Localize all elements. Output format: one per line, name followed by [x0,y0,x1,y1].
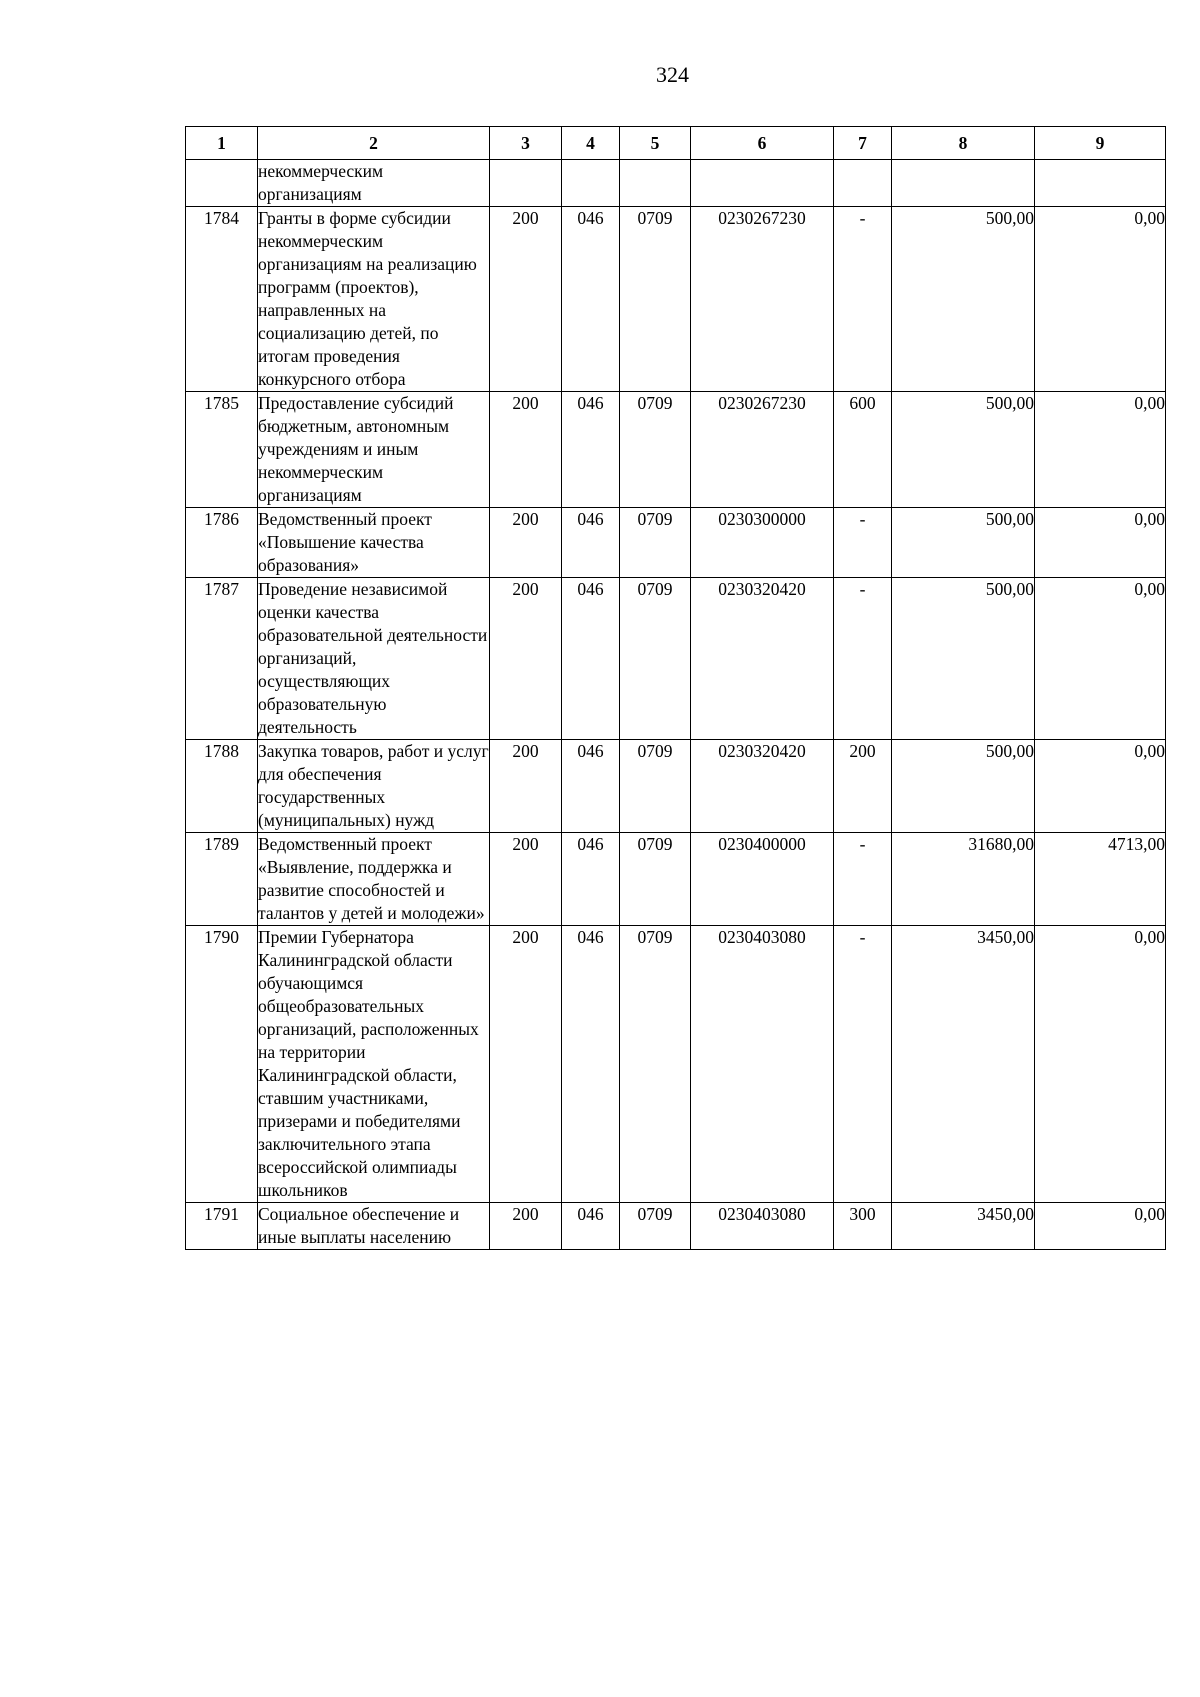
cell-col5: 0709 [620,392,691,508]
cell-col5: 0709 [620,578,691,740]
cell-col9: 0,00 [1035,392,1166,508]
row-number: 1786 [186,508,258,578]
column-header: 3 [490,127,562,160]
cell-col6: 0230403080 [691,1203,834,1250]
cell-col8: 31680,00 [892,833,1035,926]
cell-col3: 200 [490,1203,562,1250]
column-header: 6 [691,127,834,160]
row-name: Премии Губернатора Калининградской области обучающимся общеобразовательных организаций, расположенных на территории Калининградской области, ставшим участниками, призерами и победителями заключительного этапа всероссийской олимпиады школьников [258,926,490,1203]
row-number: 1785 [186,392,258,508]
row-name: Социальное обеспечение и иные выплаты населению [258,1203,490,1250]
cell-col6: 0230267230 [691,392,834,508]
cell-col9: 0,00 [1035,578,1166,740]
cell-col6: 0230300000 [691,508,834,578]
row-name: Ведомственный проект «Повышение качества образования» [258,508,490,578]
cell-col4: 046 [562,926,620,1203]
table-row [186,207,1166,392]
continuation-text: некоммерческим организациям [258,160,490,207]
cell-col5: 0709 [620,833,691,926]
table-row [186,392,1166,508]
cell-col7: - [834,833,892,926]
cell-col3: 200 [490,926,562,1203]
table-row [186,508,1166,578]
column-header: 1 [186,127,258,160]
continuation-row [186,160,1166,207]
cell-col8: 500,00 [892,207,1035,392]
cell-col9: 4713,00 [1035,833,1166,926]
cell-col4: 046 [562,1203,620,1250]
table-row [186,833,1166,926]
cell-col3: 200 [490,508,562,578]
cell-col4: 046 [562,740,620,833]
cell-col4: 046 [562,833,620,926]
row-number: 1791 [186,1203,258,1250]
cell-col8: 3450,00 [892,1203,1035,1250]
budget-table [185,126,1166,1250]
column-header: 8 [892,127,1035,160]
row-number: 1788 [186,740,258,833]
row-number: 1784 [186,207,258,392]
row-name: Проведение независимой оценки качества образовательной деятельности организаций, осуществляющих образовательную деятельность [258,578,490,740]
cell-col7: - [834,926,892,1203]
cell-col3: 200 [490,578,562,740]
row-number: 1790 [186,926,258,1203]
cell-col3: 200 [490,207,562,392]
cell-col6: 0230320420 [691,578,834,740]
table-row [186,1203,1166,1250]
cell-col4: 046 [562,207,620,392]
cell-col9: 0,00 [1035,740,1166,833]
cell-col9: 0,00 [1035,508,1166,578]
cell-col7: - [834,578,892,740]
cell-col8: 500,00 [892,740,1035,833]
cell-col5: 0709 [620,207,691,392]
column-header: 2 [258,127,490,160]
cell-col6: 0230267230 [691,207,834,392]
table-header-row [186,127,1166,160]
cell-col8: 500,00 [892,392,1035,508]
row-name: Ведомственный проект «Выявление, поддержка и развитие способностей и талантов у детей и молодежи» [258,833,490,926]
row-number: 1787 [186,578,258,740]
cell-col7: 600 [834,392,892,508]
cell-col5: 0709 [620,508,691,578]
page-number: 324 [656,62,689,87]
row-name: Гранты в форме субсидии некоммерческим организациям на реализацию программ (проектов), направленных на социализацию детей, по итогам проведения конкурсного отбора [258,207,490,392]
cell-col8: 500,00 [892,508,1035,578]
cell-col3: 200 [490,833,562,926]
cell-col7: 200 [834,740,892,833]
column-header: 7 [834,127,892,160]
cell-col6: 0230403080 [691,926,834,1203]
row-name: Предоставление субсидий бюджетным, автономным учреждениям и иным некоммерческим организациям [258,392,490,508]
cell-col9: 0,00 [1035,1203,1166,1250]
cell-col5: 0709 [620,740,691,833]
cell-col7: 300 [834,1203,892,1250]
cell-col7: - [834,207,892,392]
row-name: Закупка товаров, работ и услуг для обеспечения государственных (муниципальных) нужд [258,740,490,833]
cell-col6: 0230400000 [691,833,834,926]
cell-col3: 200 [490,740,562,833]
table-row [186,578,1166,740]
column-header: 4 [562,127,620,160]
cell-col4: 046 [562,578,620,740]
cell-col8: 3450,00 [892,926,1035,1203]
cell-col4: 046 [562,392,620,508]
cell-col5: 0709 [620,926,691,1203]
column-header: 9 [1035,127,1166,160]
column-header: 5 [620,127,691,160]
cell-col3: 200 [490,392,562,508]
cell-col8: 500,00 [892,578,1035,740]
row-number: 1789 [186,833,258,926]
cell-col5: 0709 [620,1203,691,1250]
table-row [186,740,1166,833]
table-row [186,926,1166,1203]
cell-col6: 0230320420 [691,740,834,833]
cell-col9: 0,00 [1035,926,1166,1203]
cell-col9: 0,00 [1035,207,1166,392]
cell-col7: - [834,508,892,578]
cell-col4: 046 [562,508,620,578]
